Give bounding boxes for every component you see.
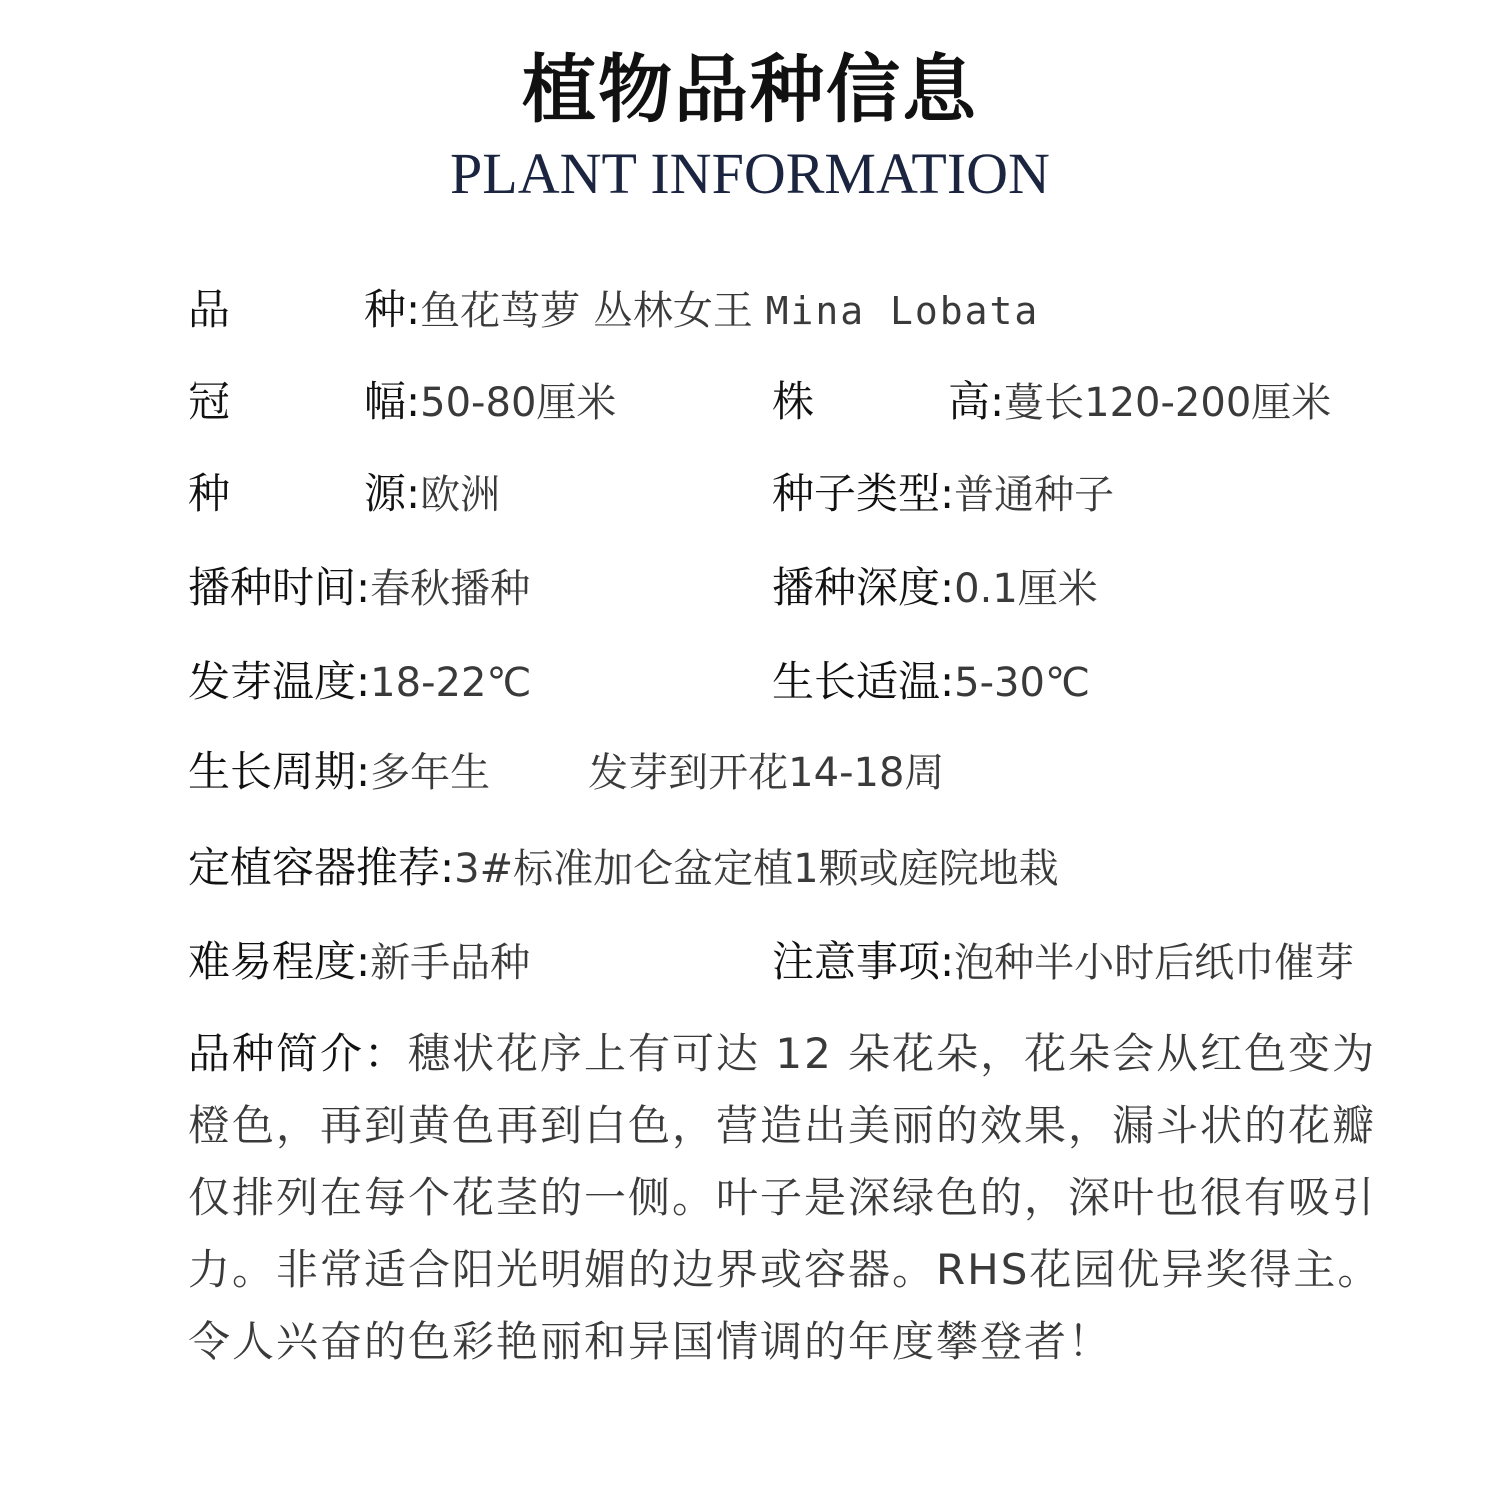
colon: : [406, 377, 421, 426]
field-germ-temp [188, 652, 531, 712]
field-value: 50-80厘米 [420, 380, 617, 426]
field-variety [188, 280, 1039, 340]
field-value: 5-30℃ [954, 660, 1090, 706]
field-label: 定植容器推荐 [188, 843, 441, 892]
field-value-latin: Mina Lobata [765, 289, 1040, 333]
field-notes [772, 932, 1354, 992]
field-label: 种子类型 [772, 469, 941, 518]
field-value: 3#标准加仑盆定植1颗或庭院地栽 [454, 846, 1059, 892]
field-crown [188, 372, 616, 432]
colon: : [356, 747, 371, 796]
field-label: 生长适温 [772, 657, 941, 706]
field-difficulty [188, 932, 530, 992]
field-value: 欧洲 [420, 472, 501, 518]
field-value: 蔓长120-200厘米 [1004, 380, 1332, 426]
colon: : [406, 285, 421, 334]
field-value: 普通种子 [954, 472, 1115, 518]
variety-intro [188, 1018, 1418, 1378]
field-value: 鱼花茑萝 丛林女王 [420, 288, 766, 334]
colon: : [940, 937, 955, 986]
colon: : [406, 469, 421, 518]
field-label: 株 高 [772, 377, 990, 426]
field-height [772, 372, 1331, 432]
field-label: 生长周期 [188, 747, 357, 796]
field-label: 难易程度 [188, 937, 357, 986]
page-title: 植物品种信息 [522, 47, 978, 133]
colon: : [356, 657, 371, 706]
colon: : [990, 377, 1005, 426]
field-label: 播种深度 [772, 563, 941, 612]
colon: : [940, 657, 955, 706]
colon: : [440, 843, 455, 892]
colon: : [356, 563, 371, 612]
field-label: 种 源 [188, 469, 406, 518]
field-label: 注意事项 [772, 937, 941, 986]
field-label: 品 种 [188, 285, 406, 334]
field-value: 春秋播种 [370, 566, 531, 612]
field-value: 0.1厘米 [954, 566, 1098, 612]
intro-label: 品种简介： [188, 1029, 409, 1078]
colon: : [356, 937, 371, 986]
field-value: 泡种半小时后纸巾催芽 [954, 940, 1355, 986]
field-seed-type [772, 464, 1114, 524]
field-container [188, 838, 1059, 898]
field-sow-depth [772, 558, 1098, 618]
field-value: 18-22℃ [370, 660, 532, 706]
field-label: 冠 幅 [188, 377, 406, 426]
field-origin [188, 464, 500, 524]
field-label: 播种时间 [188, 563, 357, 612]
field-cycle [188, 742, 944, 802]
intro-text: 穗状花序上有可达 12 朵花朵，花朵会从红色变为橙色，再到黄色再到白色，营造出美丽的效果，漏斗状的花瓣仅排列在每个花茎的一侧。叶子是深绿色的，深叶也很有吸引力。非常适合阳光明媚的边界或容器。RHS花园优异奖得主。令人兴奋的色彩艳丽和异国情调的年度攀登者！ [188, 1029, 1382, 1366]
field-value: 新手品种 [370, 940, 531, 986]
field-label: 发芽温度 [188, 657, 357, 706]
field-sow-time [188, 558, 530, 618]
colon: : [940, 563, 955, 612]
field-grow-temp [772, 652, 1090, 712]
colon: : [940, 469, 955, 518]
field-value-secondary: 发芽到开花14-18周 [588, 750, 945, 796]
field-value: 多年生 [370, 750, 491, 796]
page-subtitle: PLANT INFORMATION [450, 141, 1050, 206]
